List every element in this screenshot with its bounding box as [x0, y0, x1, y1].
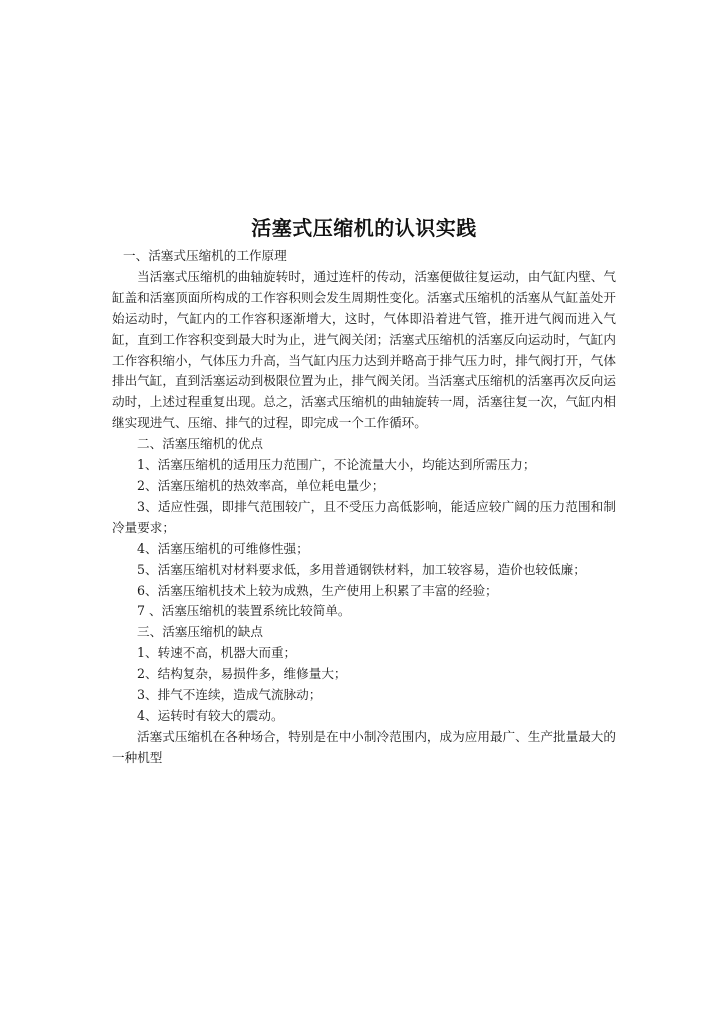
disadvantage-item: 4、运转时有较大的震动。 — [137, 707, 284, 723]
section-heading-advantages: 二、活塞压缩机的优点 — [137, 436, 263, 452]
closing-paragraph: 活塞式压缩机在各种场合，特别是在中小制冷范围内，成为应用最广、生产批量最大的一种机型 — [112, 728, 616, 765]
section-heading-disadvantages: 三、活塞压缩机的缺点 — [137, 624, 263, 640]
disadvantage-item: 2、结构复杂，易损件多，维修量大； — [137, 666, 347, 682]
disadvantage-item: 1、转速不高，机器大而重； — [137, 645, 297, 661]
document-body — [112, 214, 616, 769]
advantage-item: 2、活塞压缩机的热效率高，单位耗电量少； — [137, 477, 385, 493]
working-principle-paragraph: 当活塞式压缩机的曲轴旋转时，通过连杆的传动，活塞便做往复运动，由气缸内壁、气缸盖和活塞顶面所构成的工作容积则会发生周期性变化。活塞式压缩机的活塞从气缸盖处开始运动时，气缸内的工作容积逐渐增大，这时，气体即沿着进气管，推开进气阀而进入气缸，直到工作容积变到最大时为止，进气阀关闭；活塞式压缩机的活塞反向运动时，气缸内工作容积缩小，气体压力升高，当气缸内压力达到并略高于排气压力时，排气阀打开，气体排出气缸，直到活塞运动到极限位置为止，排气阀关闭。当活塞式压缩机的活塞再次反向运动时，上述过程重复出现。总之，活塞式压缩机的曲轴旋转一周，活塞往复一次，气缸内相继实现进气、压缩、排气的过程，即完成一个工作循环。 — [112, 268, 616, 431]
section-heading-working-principle: 一、活塞式压缩机的工作原理 — [123, 248, 287, 263]
advantage-item: 1、活塞压缩机的适用压力范围广，不论流量大小，均能达到所需压力； — [137, 457, 536, 473]
advantage-item: 6、活塞压缩机技术上较为成熟，生产使用上积累了丰富的经验； — [137, 582, 498, 598]
advantage-item: 3、适应性强，即排气范围较广，且不受压力高低影响，能适应较广阔的压力范围和制冷量要求； — [112, 498, 616, 535]
advantage-item: 7 、活塞压缩机的装置系统比较简单。 — [137, 603, 351, 619]
document-title: 活塞式压缩机的认识实践 — [251, 216, 477, 240]
advantage-item: 4、活塞压缩机的可维修性强； — [137, 540, 309, 556]
disadvantage-item: 3、排气不连续，造成气流脉动； — [137, 687, 322, 703]
advantage-item: 5、活塞压缩机对材料要求低，多用普通钢铁材料，加工较容易，造价也较低廉； — [137, 561, 586, 577]
